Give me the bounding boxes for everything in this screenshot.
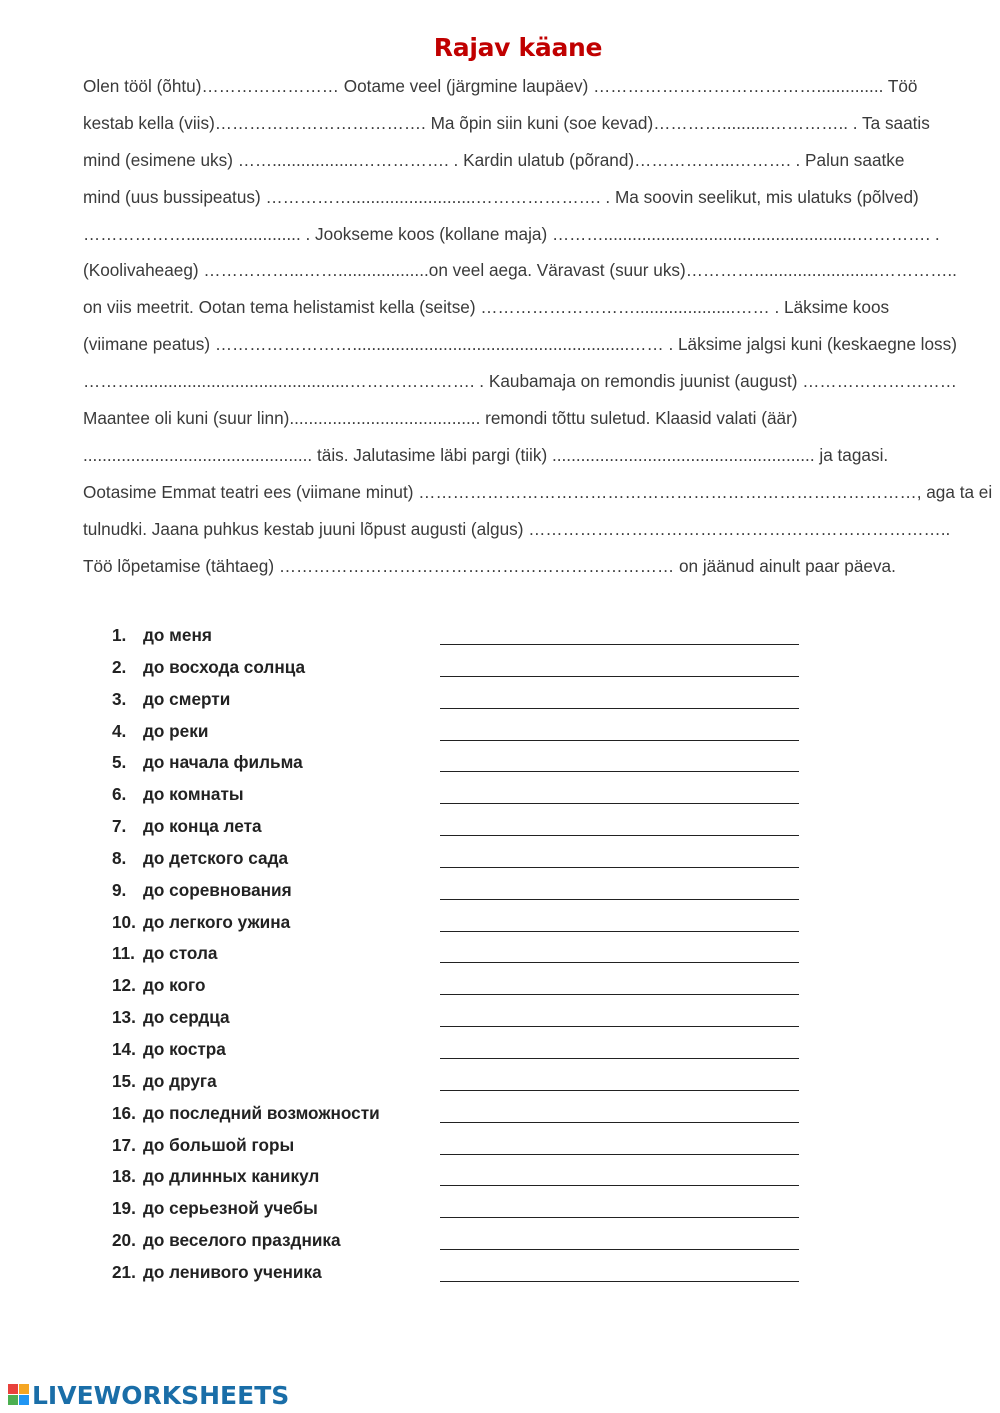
answer-blank[interactable] bbox=[440, 740, 799, 741]
item-number: 14. bbox=[112, 1038, 136, 1059]
item-phrase: до меня bbox=[143, 625, 212, 645]
brand-name: LIVEWORKSHEETS bbox=[32, 1380, 290, 1410]
answer-blank[interactable] bbox=[440, 994, 799, 995]
list-item bbox=[112, 1068, 812, 1100]
item-phrase: до смерти bbox=[143, 688, 231, 709]
list-item bbox=[112, 1036, 812, 1068]
item-number: 3. bbox=[112, 688, 127, 709]
list-item bbox=[112, 718, 812, 750]
list-item bbox=[112, 1132, 812, 1164]
item-phrase: до ленивого ученика bbox=[143, 1261, 322, 1282]
answer-blank[interactable] bbox=[440, 1058, 799, 1059]
item-number: 8. bbox=[112, 847, 127, 868]
logo-block bbox=[8, 1384, 18, 1394]
answer-blank[interactable] bbox=[440, 771, 799, 772]
logo-block bbox=[8, 1395, 18, 1405]
answer-blank[interactable] bbox=[440, 1217, 799, 1218]
item-number: 15. bbox=[112, 1070, 136, 1091]
list-item bbox=[112, 1004, 812, 1036]
list-item bbox=[112, 686, 812, 718]
item-number: 17. bbox=[112, 1134, 136, 1155]
item-number: 2. bbox=[112, 656, 127, 677]
item-phrase: до большой горы bbox=[143, 1134, 295, 1155]
item-phrase: до веселого праздника bbox=[143, 1230, 341, 1251]
item-phrase: до легкого ужина bbox=[143, 911, 291, 932]
paragraph-line: ………………........................ . Jookseme koos (kollane maja) ……….....................................................…………. . bbox=[83, 223, 940, 244]
item-phrase: до восхода солнца bbox=[143, 656, 306, 677]
list-item bbox=[112, 749, 812, 781]
paragraph-line: on viis meetrit. Ootan tema helistamist kella (seitse) ……………………….....................…… . Läksime koos bbox=[83, 297, 890, 318]
item-number: 11. bbox=[112, 943, 135, 964]
item-phrase: до серьезной учебы bbox=[143, 1198, 318, 1219]
list-item bbox=[112, 1195, 812, 1227]
fill-in-paragraph bbox=[83, 70, 993, 586]
item-phrase: до соревнования bbox=[143, 879, 292, 900]
item-number: 13. bbox=[112, 1007, 136, 1028]
page-title: Rajav käane bbox=[433, 33, 603, 62]
list-item bbox=[112, 845, 812, 877]
item-number: 1. bbox=[112, 625, 127, 645]
item-number: 18. bbox=[112, 1166, 136, 1187]
answer-blank[interactable] bbox=[440, 962, 799, 963]
answer-blank[interactable] bbox=[440, 708, 799, 709]
list-item bbox=[112, 909, 812, 941]
paragraph-line: mind (uus bussipeatus) ……………..........................…………………. . Ma soovin seelikut, mis ulatuks (põlved) bbox=[83, 186, 919, 207]
item-number: 16. bbox=[112, 1102, 136, 1123]
list-item bbox=[112, 1227, 812, 1259]
item-phrase: до костра bbox=[143, 1038, 226, 1059]
paragraph-line: ……….............................................…………………. . Kaubamaja on remondis juunist (august) ……………………… bbox=[83, 371, 957, 392]
answer-blank[interactable] bbox=[440, 1249, 799, 1250]
item-phrase: до реки bbox=[143, 720, 209, 741]
item-number: 6. bbox=[112, 784, 127, 805]
item-number: 19. bbox=[112, 1198, 136, 1219]
list-item bbox=[112, 1259, 812, 1291]
answer-blank[interactable] bbox=[440, 1026, 799, 1027]
item-number: 4. bbox=[112, 720, 127, 741]
item-phrase: до детского сада bbox=[143, 847, 289, 868]
list-item bbox=[112, 1163, 812, 1195]
answer-blank[interactable] bbox=[440, 1185, 799, 1186]
item-phrase: до кого bbox=[143, 975, 206, 996]
paragraph-line: Ootasime Emmat teatri ees (viimane minut) ……………………………………………………………………………, aga ta ei bbox=[83, 481, 993, 502]
list-item bbox=[112, 940, 812, 972]
item-phrase: до длинных каникул bbox=[143, 1166, 320, 1187]
logo-block bbox=[19, 1384, 29, 1394]
translation-list bbox=[112, 622, 812, 1291]
liveworksheets-logo[interactable] bbox=[8, 1380, 289, 1410]
answer-blank[interactable] bbox=[440, 676, 799, 677]
paragraph-line: (Koolivaheaeg) ……………...……...................on veel aega. Väravast (suur uks)…………..........................………….. bbox=[83, 260, 957, 281]
item-number: 20. bbox=[112, 1230, 136, 1251]
answer-blank[interactable] bbox=[440, 644, 799, 645]
logo-block bbox=[19, 1395, 29, 1405]
item-phrase: до сердца bbox=[143, 1007, 230, 1028]
item-phrase: до начала фильма bbox=[143, 752, 303, 773]
item-phrase: до конца лета bbox=[143, 816, 262, 837]
answer-blank[interactable] bbox=[440, 867, 799, 868]
list-item bbox=[112, 1100, 812, 1132]
answer-blank[interactable] bbox=[440, 1154, 799, 1155]
item-phrase: до стола bbox=[143, 943, 218, 964]
list-item bbox=[112, 813, 812, 845]
answer-blank[interactable] bbox=[440, 835, 799, 836]
paragraph-line: Olen tööl (õhtu)…………………… Ootame veel (järgmine laupäev) ………………………………….............. Töö bbox=[83, 76, 918, 96]
list-item bbox=[112, 781, 812, 813]
item-number: 7. bbox=[112, 816, 127, 837]
answer-blank[interactable] bbox=[440, 803, 799, 804]
paragraph-line: kestab kella (viis)………………………………. Ma õpin siin kuni (soe kevad)…………..........………….. . Ta saatis bbox=[83, 112, 930, 133]
paragraph-line: tulnudki. Jaana puhkus kestab juuni lõpust augusti (algus) ……………………………………………………………….. bbox=[83, 518, 951, 539]
item-phrase: до друга bbox=[143, 1070, 217, 1091]
paragraph-line: mind (esimene uks) ……..................……………. . Kardin ulatub (põrand)……………...………. . Palun saatke bbox=[83, 149, 905, 170]
list-item bbox=[112, 972, 812, 1004]
item-phrase: до комнаты bbox=[143, 784, 244, 805]
answer-blank[interactable] bbox=[440, 899, 799, 900]
answer-blank[interactable] bbox=[440, 1281, 799, 1282]
item-number: 9. bbox=[112, 879, 127, 900]
paragraph-line: ................................................ täis. Jalutasime läbi pargi (tiik) ....................................................... ja tagasi. bbox=[83, 444, 889, 465]
item-number: 5. bbox=[112, 752, 127, 773]
paragraph-line: (viimane peatus) ……………………..........................................................…… . Läksime jalgsi kuni (keskaegne loss) bbox=[83, 334, 957, 355]
list-item bbox=[112, 622, 812, 654]
item-number: 10. bbox=[112, 911, 136, 932]
paragraph-line: Töö lõpetamise (tähtaeg) …………………………………………………………… on jäänud ainult paar päeva. bbox=[83, 555, 896, 576]
item-number: 21. bbox=[112, 1261, 136, 1282]
item-number: 12. bbox=[112, 975, 136, 996]
answer-blank[interactable] bbox=[440, 1090, 799, 1091]
answer-blank[interactable] bbox=[440, 1122, 799, 1123]
answer-blank[interactable] bbox=[440, 931, 799, 932]
colorful-blocks-icon bbox=[8, 1384, 30, 1406]
item-phrase: до последний возможности bbox=[143, 1102, 380, 1123]
paragraph-line: Maantee oli kuni (suur linn)........................................ remondi tõttu suletud. Klaasid valati (äär) bbox=[83, 408, 798, 429]
list-item bbox=[112, 654, 812, 686]
list-item bbox=[112, 877, 812, 909]
